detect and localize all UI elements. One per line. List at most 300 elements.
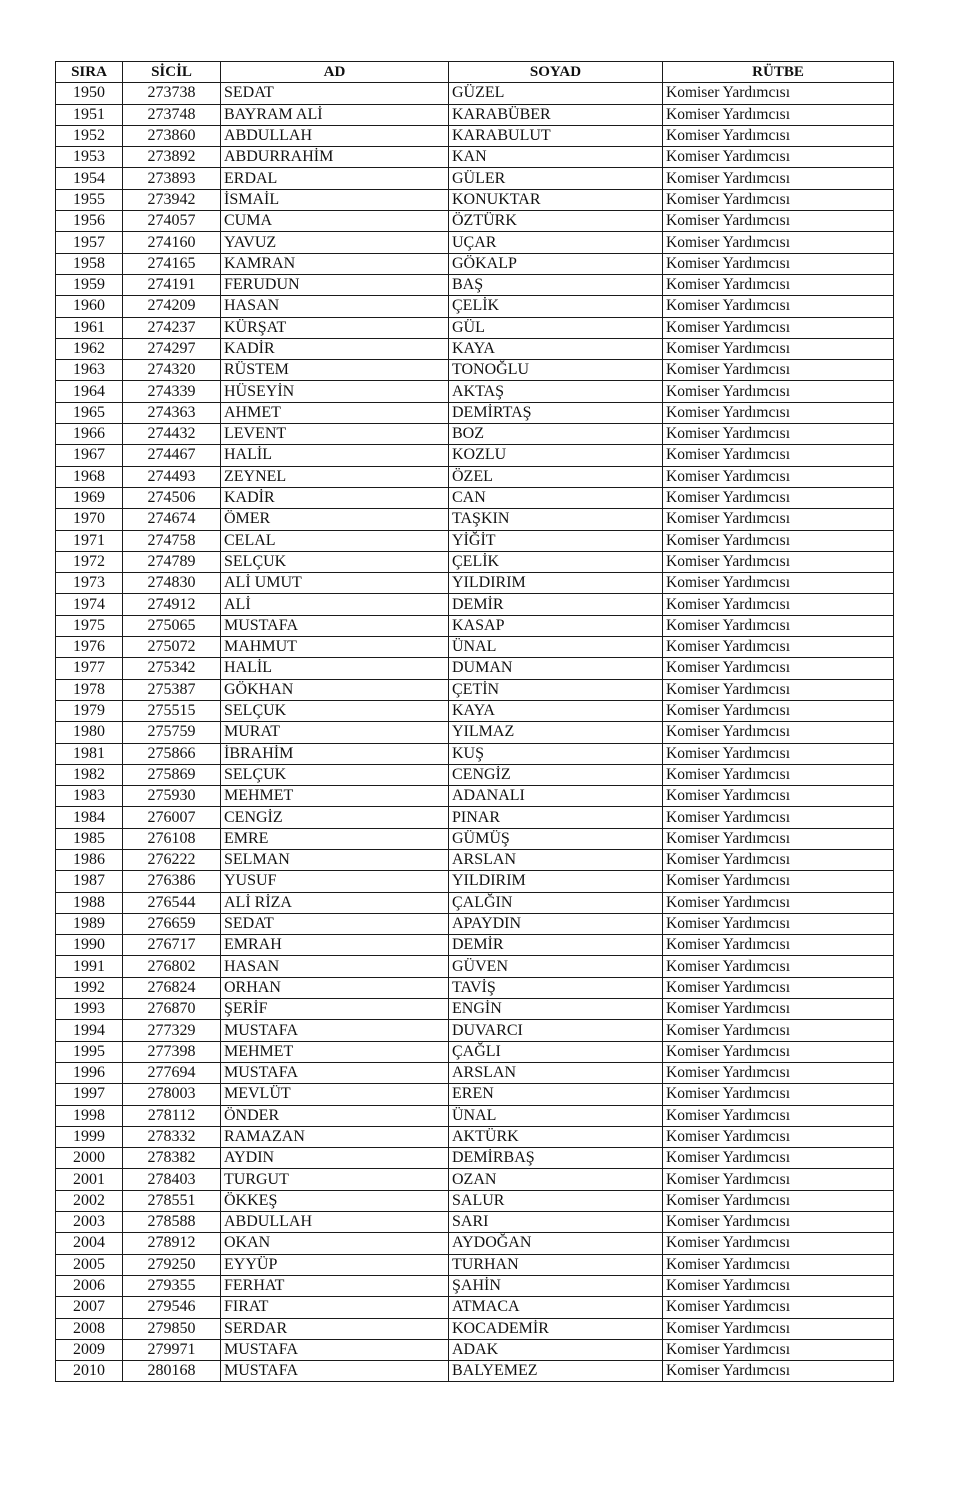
cell-sira: 1981	[56, 743, 123, 764]
cell-sira: 1975	[56, 615, 123, 636]
cell-soyad: KARABÜBER	[449, 104, 663, 125]
cell-sira: 1955	[56, 189, 123, 210]
cell-sira: 2010	[56, 1361, 123, 1382]
cell-sicil: 278382	[123, 1148, 221, 1169]
cell-ad: RÜSTEM	[221, 360, 449, 381]
cell-sira: 2009	[56, 1339, 123, 1360]
cell-ad: MEHMET	[221, 1041, 449, 1062]
cell-ad: MEVLÜT	[221, 1084, 449, 1105]
cell-sira: 1976	[56, 637, 123, 658]
cell-sira: 1985	[56, 828, 123, 849]
cell-soyad: KAYA	[449, 338, 663, 359]
table-body	[56, 83, 894, 1382]
cell-soyad: EREN	[449, 1084, 663, 1105]
cell-sicil: 278403	[123, 1169, 221, 1190]
cell-rutbe: Komiser Yardımcısı	[663, 83, 894, 104]
cell-rutbe: Komiser Yardımcısı	[663, 594, 894, 615]
cell-rutbe: Komiser Yardımcısı	[663, 445, 894, 466]
table-row	[56, 1148, 894, 1169]
table-row	[56, 317, 894, 338]
cell-sira: 1977	[56, 658, 123, 679]
cell-rutbe: Komiser Yardımcısı	[663, 764, 894, 785]
cell-soyad: DUMAN	[449, 658, 663, 679]
cell-sicil: 277694	[123, 1062, 221, 1083]
header-ad: AD	[221, 62, 449, 83]
cell-rutbe: Komiser Yardımcısı	[663, 1339, 894, 1360]
cell-ad: MURAT	[221, 722, 449, 743]
table-row	[56, 381, 894, 402]
cell-sicil: 276659	[123, 913, 221, 934]
cell-ad: GÖKHAN	[221, 679, 449, 700]
cell-sira: 1988	[56, 892, 123, 913]
table-row	[56, 573, 894, 594]
cell-sicil: 276007	[123, 807, 221, 828]
cell-ad: SEDAT	[221, 913, 449, 934]
cell-soyad: ENGİN	[449, 999, 663, 1020]
cell-sicil: 279250	[123, 1254, 221, 1275]
cell-sira: 1966	[56, 424, 123, 445]
cell-sicil: 278112	[123, 1105, 221, 1126]
cell-sicil: 275072	[123, 637, 221, 658]
cell-sira: 1967	[56, 445, 123, 466]
table-row	[56, 189, 894, 210]
cell-sira: 1960	[56, 296, 123, 317]
cell-sira: 1956	[56, 211, 123, 232]
cell-sira: 2004	[56, 1233, 123, 1254]
cell-rutbe: Komiser Yardımcısı	[663, 338, 894, 359]
cell-ad: EMRE	[221, 828, 449, 849]
cell-sira: 2006	[56, 1275, 123, 1296]
cell-sicil: 274789	[123, 551, 221, 572]
cell-ad: SELÇUK	[221, 700, 449, 721]
cell-ad: CUMA	[221, 211, 449, 232]
cell-sira: 1974	[56, 594, 123, 615]
table-row	[56, 360, 894, 381]
cell-rutbe: Komiser Yardımcısı	[663, 679, 894, 700]
cell-ad: HÜSEYİN	[221, 381, 449, 402]
cell-sicil: 275759	[123, 722, 221, 743]
cell-rutbe: Komiser Yardımcısı	[663, 125, 894, 146]
table-row	[56, 1084, 894, 1105]
cell-sicil: 274758	[123, 530, 221, 551]
header-rutbe: RÜTBE	[663, 62, 894, 83]
cell-sicil: 273738	[123, 83, 221, 104]
cell-rutbe: Komiser Yardımcısı	[663, 1169, 894, 1190]
cell-sicil: 278912	[123, 1233, 221, 1254]
cell-sicil: 274057	[123, 211, 221, 232]
cell-soyad: ÜNAL	[449, 1105, 663, 1126]
table-row	[56, 764, 894, 785]
cell-soyad: KARABULUT	[449, 125, 663, 146]
table-row	[56, 1190, 894, 1211]
cell-rutbe: Komiser Yardımcısı	[663, 743, 894, 764]
table-row	[56, 615, 894, 636]
cell-ad: FIRAT	[221, 1297, 449, 1318]
cell-sira: 1984	[56, 807, 123, 828]
cell-soyad: ÇETİN	[449, 679, 663, 700]
cell-soyad: ARSLAN	[449, 1062, 663, 1083]
cell-sira: 1991	[56, 956, 123, 977]
cell-sicil: 273860	[123, 125, 221, 146]
cell-soyad: ŞAHİN	[449, 1275, 663, 1296]
cell-rutbe: Komiser Yardımcısı	[663, 1105, 894, 1126]
cell-soyad: BOZ	[449, 424, 663, 445]
table-row	[56, 1105, 894, 1126]
cell-rutbe: Komiser Yardımcısı	[663, 1020, 894, 1041]
cell-sicil: 274467	[123, 445, 221, 466]
cell-sicil: 275342	[123, 658, 221, 679]
cell-ad: ABDULLAH	[221, 1212, 449, 1233]
cell-sicil: 274432	[123, 424, 221, 445]
cell-sicil: 274830	[123, 573, 221, 594]
cell-ad: ERDAL	[221, 168, 449, 189]
cell-rutbe: Komiser Yardımcısı	[663, 168, 894, 189]
cell-sicil: 275387	[123, 679, 221, 700]
cell-sira: 1992	[56, 977, 123, 998]
cell-rutbe: Komiser Yardımcısı	[663, 1318, 894, 1339]
cell-sira: 1958	[56, 253, 123, 274]
cell-rutbe: Komiser Yardımcısı	[663, 530, 894, 551]
table-row	[56, 999, 894, 1020]
cell-sicil: 274912	[123, 594, 221, 615]
table-row	[56, 700, 894, 721]
cell-soyad: GÜVEN	[449, 956, 663, 977]
cell-sicil: 276870	[123, 999, 221, 1020]
cell-soyad: AYDOĞAN	[449, 1233, 663, 1254]
cell-ad: MUSTAFA	[221, 1020, 449, 1041]
table-row	[56, 168, 894, 189]
cell-sicil: 273942	[123, 189, 221, 210]
cell-rutbe: Komiser Yardımcısı	[663, 466, 894, 487]
cell-sira: 1962	[56, 338, 123, 359]
cell-sira: 1965	[56, 402, 123, 423]
cell-rutbe: Komiser Yardımcısı	[663, 1126, 894, 1147]
cell-rutbe: Komiser Yardımcısı	[663, 1062, 894, 1083]
cell-ad: BAYRAM ALİ	[221, 104, 449, 125]
table-row	[56, 1339, 894, 1360]
cell-sira: 1970	[56, 509, 123, 530]
cell-sicil: 278551	[123, 1190, 221, 1211]
cell-soyad: YİĞİT	[449, 530, 663, 551]
table-row	[56, 849, 894, 870]
cell-sicil: 279355	[123, 1275, 221, 1296]
cell-ad: FERUDUN	[221, 274, 449, 295]
cell-rutbe: Komiser Yardımcısı	[663, 424, 894, 445]
cell-sicil: 273892	[123, 147, 221, 168]
cell-sicil: 274297	[123, 338, 221, 359]
cell-ad: İBRAHİM	[221, 743, 449, 764]
cell-ad: ÖNDER	[221, 1105, 449, 1126]
table-row	[56, 274, 894, 295]
cell-soyad: TONOĞLU	[449, 360, 663, 381]
cell-soyad: CENGİZ	[449, 764, 663, 785]
cell-rutbe: Komiser Yardımcısı	[663, 871, 894, 892]
cell-sira: 1951	[56, 104, 123, 125]
table-row	[56, 487, 894, 508]
cell-soyad: GÜZEL	[449, 83, 663, 104]
cell-sicil: 274237	[123, 317, 221, 338]
cell-ad: ALİ UMUT	[221, 573, 449, 594]
cell-sira: 1957	[56, 232, 123, 253]
cell-sira: 1997	[56, 1084, 123, 1105]
cell-sira: 2000	[56, 1148, 123, 1169]
cell-rutbe: Komiser Yardımcısı	[663, 722, 894, 743]
cell-ad: MUSTAFA	[221, 615, 449, 636]
cell-ad: ZEYNEL	[221, 466, 449, 487]
cell-sicil: 276544	[123, 892, 221, 913]
cell-soyad: ARSLAN	[449, 849, 663, 870]
cell-rutbe: Komiser Yardımcısı	[663, 1212, 894, 1233]
cell-sira: 1950	[56, 83, 123, 104]
cell-ad: SELMAN	[221, 849, 449, 870]
cell-sira: 1996	[56, 1062, 123, 1083]
cell-rutbe: Komiser Yardımcısı	[663, 487, 894, 508]
cell-soyad: ÜNAL	[449, 637, 663, 658]
cell-rutbe: Komiser Yardımcısı	[663, 1190, 894, 1211]
cell-soyad: ÇAĞLI	[449, 1041, 663, 1062]
table-row	[56, 1254, 894, 1275]
cell-sira: 1954	[56, 168, 123, 189]
cell-sicil: 274320	[123, 360, 221, 381]
table-row	[56, 828, 894, 849]
cell-sira: 1990	[56, 935, 123, 956]
cell-ad: SELÇUK	[221, 551, 449, 572]
table-row	[56, 1041, 894, 1062]
cell-rutbe: Komiser Yardımcısı	[663, 381, 894, 402]
cell-rutbe: Komiser Yardımcısı	[663, 402, 894, 423]
cell-soyad: DUVARCI	[449, 1020, 663, 1041]
cell-rutbe: Komiser Yardımcısı	[663, 189, 894, 210]
cell-sicil: 275065	[123, 615, 221, 636]
table-row	[56, 296, 894, 317]
table-row	[56, 1318, 894, 1339]
cell-sira: 2001	[56, 1169, 123, 1190]
cell-soyad: KOZLU	[449, 445, 663, 466]
cell-sicil: 279850	[123, 1318, 221, 1339]
cell-soyad: ÇELİK	[449, 296, 663, 317]
table-row	[56, 551, 894, 572]
cell-soyad: KASAP	[449, 615, 663, 636]
cell-rutbe: Komiser Yardımcısı	[663, 700, 894, 721]
cell-rutbe: Komiser Yardımcısı	[663, 935, 894, 956]
cell-rutbe: Komiser Yardımcısı	[663, 573, 894, 594]
table-row	[56, 786, 894, 807]
cell-sicil: 274363	[123, 402, 221, 423]
cell-soyad: GÜMÜŞ	[449, 828, 663, 849]
table-row	[56, 530, 894, 551]
cell-soyad: ADANALI	[449, 786, 663, 807]
cell-sicil: 275866	[123, 743, 221, 764]
table-row	[56, 956, 894, 977]
cell-ad: SEDAT	[221, 83, 449, 104]
table-row	[56, 211, 894, 232]
table-row	[56, 125, 894, 146]
cell-sicil: 279971	[123, 1339, 221, 1360]
table-row	[56, 466, 894, 487]
cell-sira: 1961	[56, 317, 123, 338]
table-row	[56, 1062, 894, 1083]
cell-ad: ALİ RİZA	[221, 892, 449, 913]
cell-sira: 1953	[56, 147, 123, 168]
cell-soyad: TAŞKIN	[449, 509, 663, 530]
cell-rutbe: Komiser Yardımcısı	[663, 1297, 894, 1318]
cell-rutbe: Komiser Yardımcısı	[663, 232, 894, 253]
cell-sira: 1994	[56, 1020, 123, 1041]
cell-sira: 1986	[56, 849, 123, 870]
table-row	[56, 1212, 894, 1233]
cell-soyad: KOCADEMİR	[449, 1318, 663, 1339]
cell-ad: RAMAZAN	[221, 1126, 449, 1147]
cell-soyad: GÜLER	[449, 168, 663, 189]
cell-ad: YAVUZ	[221, 232, 449, 253]
cell-soyad: DEMİRTAŞ	[449, 402, 663, 423]
cell-sicil: 275869	[123, 764, 221, 785]
cell-rutbe: Komiser Yardımcısı	[663, 317, 894, 338]
cell-rutbe: Komiser Yardımcısı	[663, 147, 894, 168]
table-row	[56, 1169, 894, 1190]
cell-ad: CELAL	[221, 530, 449, 551]
cell-sira: 1998	[56, 1105, 123, 1126]
cell-sicil: 278588	[123, 1212, 221, 1233]
cell-rutbe: Komiser Yardımcısı	[663, 253, 894, 274]
cell-sicil: 274191	[123, 274, 221, 295]
cell-soyad: KAN	[449, 147, 663, 168]
header-sicil: SİCİL	[123, 62, 221, 83]
cell-sicil: 276108	[123, 828, 221, 849]
table-row	[56, 338, 894, 359]
cell-sira: 2005	[56, 1254, 123, 1275]
cell-rutbe: Komiser Yardımcısı	[663, 1084, 894, 1105]
cell-sira: 1968	[56, 466, 123, 487]
cell-sicil: 274165	[123, 253, 221, 274]
cell-sira: 1959	[56, 274, 123, 295]
personnel-table	[55, 61, 894, 1382]
cell-sicil: 274339	[123, 381, 221, 402]
cell-soyad: YILMAZ	[449, 722, 663, 743]
cell-rutbe: Komiser Yardımcısı	[663, 999, 894, 1020]
cell-rutbe: Komiser Yardımcısı	[663, 956, 894, 977]
cell-soyad: KONUKTAR	[449, 189, 663, 210]
cell-sira: 1952	[56, 125, 123, 146]
table-row	[56, 807, 894, 828]
cell-sira: 1980	[56, 722, 123, 743]
cell-ad: MEHMET	[221, 786, 449, 807]
cell-ad: MAHMUT	[221, 637, 449, 658]
cell-soyad: DEMİR	[449, 594, 663, 615]
table-row	[56, 892, 894, 913]
cell-rutbe: Komiser Yardımcısı	[663, 637, 894, 658]
cell-sicil: 273748	[123, 104, 221, 125]
cell-soyad: YILDIRIM	[449, 871, 663, 892]
cell-ad: YUSUF	[221, 871, 449, 892]
cell-soyad: ÇALĞIN	[449, 892, 663, 913]
cell-ad: SERDAR	[221, 1318, 449, 1339]
table-row	[56, 658, 894, 679]
cell-sicil: 274674	[123, 509, 221, 530]
cell-sicil: 276386	[123, 871, 221, 892]
cell-sira: 1969	[56, 487, 123, 508]
cell-ad: ÖKKEŞ	[221, 1190, 449, 1211]
cell-ad: İSMAİL	[221, 189, 449, 210]
cell-rutbe: Komiser Yardımcısı	[663, 807, 894, 828]
cell-ad: ABDURRAHİM	[221, 147, 449, 168]
cell-soyad: DEMİR	[449, 935, 663, 956]
cell-ad: ŞERİF	[221, 999, 449, 1020]
cell-rutbe: Komiser Yardımcısı	[663, 615, 894, 636]
cell-rutbe: Komiser Yardımcısı	[663, 211, 894, 232]
cell-soyad: YILDIRIM	[449, 573, 663, 594]
cell-sicil: 278332	[123, 1126, 221, 1147]
cell-ad: LEVENT	[221, 424, 449, 445]
cell-ad: ALİ	[221, 594, 449, 615]
cell-sira: 1971	[56, 530, 123, 551]
cell-ad: FERHAT	[221, 1275, 449, 1296]
cell-sicil: 273893	[123, 168, 221, 189]
cell-ad: KADİR	[221, 338, 449, 359]
cell-ad: KAMRAN	[221, 253, 449, 274]
table-row	[56, 445, 894, 466]
table-row	[56, 1233, 894, 1254]
cell-ad: OKAN	[221, 1233, 449, 1254]
cell-rutbe: Komiser Yardımcısı	[663, 849, 894, 870]
cell-sicil: 279546	[123, 1297, 221, 1318]
cell-sira: 1982	[56, 764, 123, 785]
cell-rutbe: Komiser Yardımcısı	[663, 977, 894, 998]
cell-ad: HALİL	[221, 658, 449, 679]
cell-soyad: TAVİŞ	[449, 977, 663, 998]
cell-ad: EMRAH	[221, 935, 449, 956]
cell-sira: 1983	[56, 786, 123, 807]
cell-ad: MUSTAFA	[221, 1361, 449, 1382]
cell-rutbe: Komiser Yardımcısı	[663, 892, 894, 913]
cell-soyad: TURHAN	[449, 1254, 663, 1275]
cell-ad: SELÇUK	[221, 764, 449, 785]
cell-soyad: ADAK	[449, 1339, 663, 1360]
cell-sira: 2007	[56, 1297, 123, 1318]
table-row	[56, 679, 894, 700]
cell-sicil: 275930	[123, 786, 221, 807]
cell-sira: 1964	[56, 381, 123, 402]
table-row	[56, 594, 894, 615]
cell-sira: 1999	[56, 1126, 123, 1147]
cell-soyad: GÜL	[449, 317, 663, 338]
cell-soyad: ATMACA	[449, 1297, 663, 1318]
cell-ad: HASAN	[221, 296, 449, 317]
cell-ad: ÖMER	[221, 509, 449, 530]
table-row	[56, 104, 894, 125]
cell-soyad: APAYDIN	[449, 913, 663, 934]
cell-sira: 1989	[56, 913, 123, 934]
table-row	[56, 1361, 894, 1382]
cell-sicil: 274493	[123, 466, 221, 487]
cell-sicil: 278003	[123, 1084, 221, 1105]
table-row	[56, 871, 894, 892]
table-row	[56, 402, 894, 423]
table-row	[56, 1275, 894, 1296]
cell-rutbe: Komiser Yardımcısı	[663, 1233, 894, 1254]
table-row	[56, 722, 894, 743]
cell-sicil: 280168	[123, 1361, 221, 1382]
table-row	[56, 1297, 894, 1318]
cell-ad: EYYÜP	[221, 1254, 449, 1275]
table-row	[56, 147, 894, 168]
cell-sicil: 277398	[123, 1041, 221, 1062]
cell-rutbe: Komiser Yardımcısı	[663, 1254, 894, 1275]
table-row	[56, 83, 894, 104]
cell-ad: AYDIN	[221, 1148, 449, 1169]
cell-rutbe: Komiser Yardımcısı	[663, 828, 894, 849]
cell-rutbe: Komiser Yardımcısı	[663, 786, 894, 807]
